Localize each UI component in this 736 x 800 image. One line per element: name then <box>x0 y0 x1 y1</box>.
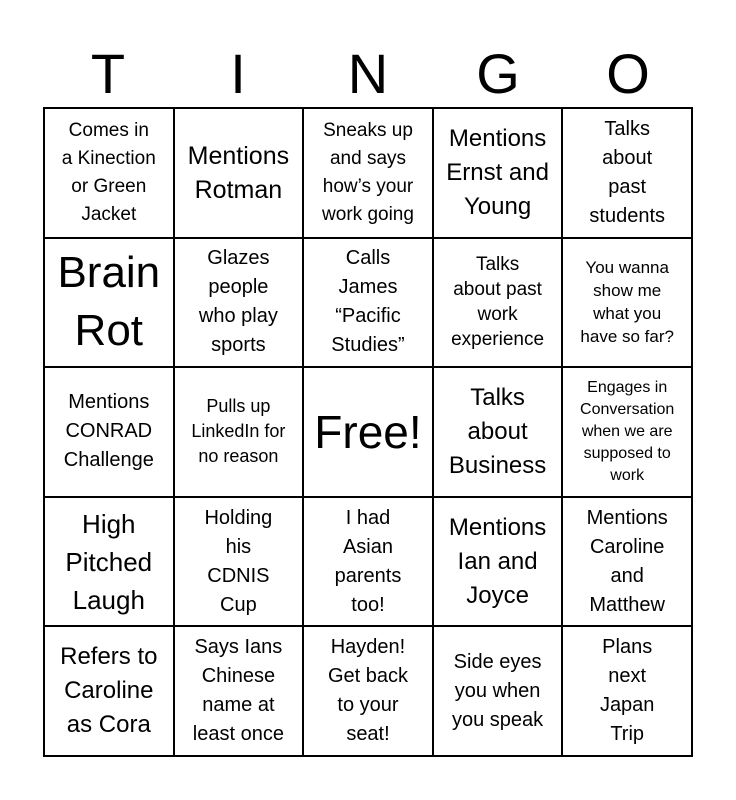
cell-text: Talks about past students <box>589 117 665 227</box>
cell-text: Side eyes you when you speak <box>452 650 544 731</box>
cell-text: Brain Rot <box>57 248 161 356</box>
header-letter-n: N <box>347 42 389 105</box>
header-letter-o: O <box>606 42 650 105</box>
bingo-cell-r4c5[interactable] <box>562 497 692 627</box>
bingo-cell-r5c1[interactable] <box>44 626 174 756</box>
bingo-cell-r3c2[interactable] <box>174 367 304 497</box>
bingo-cell-r4c3[interactable] <box>303 497 433 627</box>
cell-text: Plans next Japan Trip <box>599 636 655 746</box>
bingo-cell-r3c3[interactable] <box>303 367 433 497</box>
bingo-cell-r2c3[interactable] <box>303 238 433 368</box>
header-letter-g: G <box>476 42 520 105</box>
cell-text: Pulls up LinkedIn for no reason <box>191 396 286 467</box>
bingo-cell-r1c3[interactable] <box>303 108 433 238</box>
bingo-cell-r3c4[interactable] <box>433 367 563 497</box>
bingo-board <box>43 107 693 757</box>
cell-text: Says Ians Chinese name at least once <box>192 636 284 746</box>
cell-text: Mentions Caroline and Matthew <box>586 506 668 616</box>
bingo-cell-r5c4[interactable] <box>433 626 563 756</box>
bingo-cell-r5c5[interactable] <box>562 626 692 756</box>
cell-text: Hayden! Get back to your seat! <box>327 636 409 746</box>
bingo-cell-r2c1[interactable] <box>44 238 174 368</box>
cell-text: Glazes people who play sports <box>198 247 278 357</box>
cell-text: I had Asian parents too! <box>334 506 402 616</box>
bingo-cell-r5c2[interactable] <box>174 626 304 756</box>
cell-text: Talks about past work experience <box>451 254 545 351</box>
cell-text: Sneaks up and says how’s your work going <box>322 119 414 225</box>
bingo-cell-r2c5[interactable] <box>562 238 692 368</box>
bingo-cell-r1c4[interactable] <box>433 108 563 238</box>
bingo-cell-r4c4[interactable] <box>433 497 563 627</box>
cell-text: Comes in a Kinection or Green Jacket <box>61 119 156 225</box>
header-letter-t: T <box>90 42 126 105</box>
cell-text: Talks about Business <box>448 383 547 479</box>
bingo-cell-r5c3[interactable] <box>303 626 433 756</box>
cell-text: Mentions CONRAD Challenge <box>63 391 154 472</box>
bingo-cell-r1c1[interactable] <box>44 108 174 238</box>
cell-text: High Pitched Laugh <box>65 508 153 615</box>
cell-text: Holding his CDNIS Cup <box>204 506 273 616</box>
cell-text: Engages in Conversation when we are supposed to work <box>580 378 675 484</box>
cell-text: Mentions Rotman <box>187 141 290 204</box>
bingo-cell-r4c1[interactable] <box>44 497 174 627</box>
header-letter-i: I <box>230 42 246 105</box>
bingo-header <box>43 40 693 108</box>
bingo-cell-r2c4[interactable] <box>433 238 563 368</box>
cell-text: You wanna show me what you have so far? <box>580 258 674 347</box>
cell-text: Refers to Caroline as Cora <box>60 643 158 739</box>
bingo-cell-r4c2[interactable] <box>174 497 304 627</box>
bingo-cell-r1c2[interactable] <box>174 108 304 238</box>
bingo-cell-r3c1[interactable] <box>44 367 174 497</box>
cell-text: Calls James “Pacific Studies” <box>331 247 405 357</box>
cell-text: Mentions Ernst and Young <box>446 124 549 220</box>
bingo-cell-r2c2[interactable] <box>174 238 304 368</box>
bingo-cell-r1c5[interactable] <box>562 108 692 238</box>
bingo-cell-r3c5[interactable] <box>562 367 692 497</box>
cell-text: Free! <box>314 405 422 458</box>
cell-text: Mentions Ian and Joyce <box>448 513 547 609</box>
